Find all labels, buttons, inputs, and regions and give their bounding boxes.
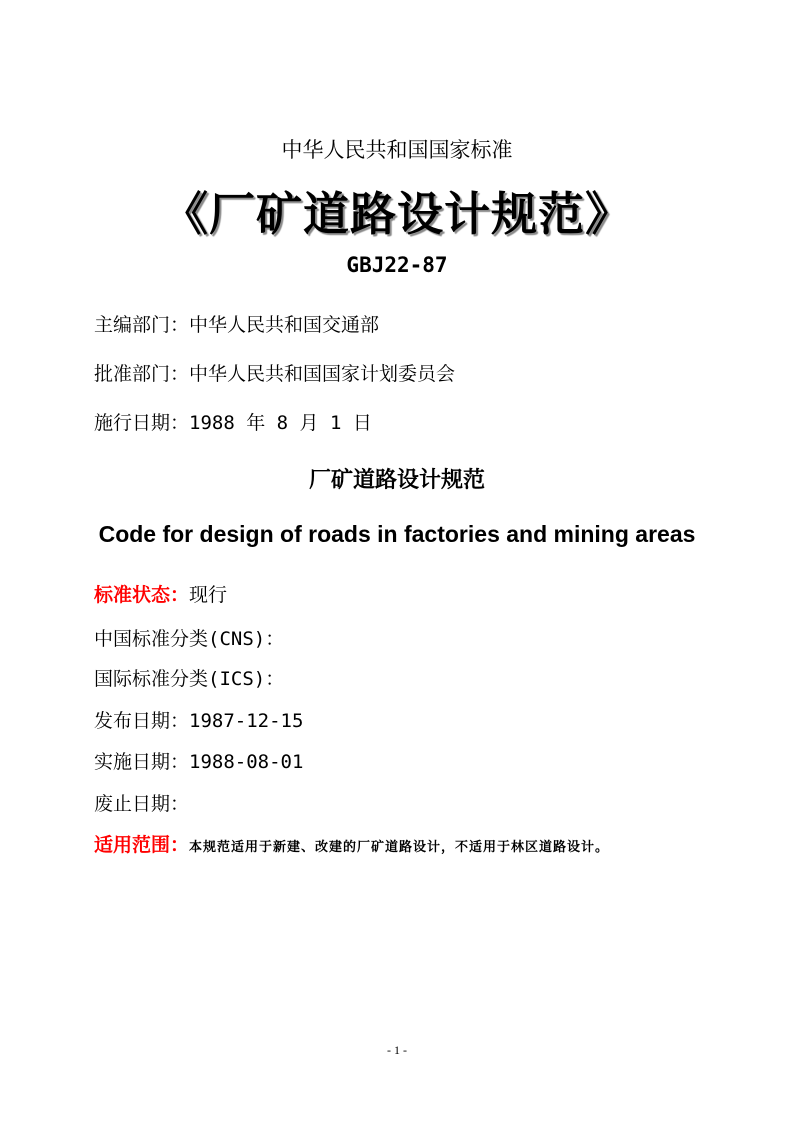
approver-value: 中华人民共和国国家计划委员会 bbox=[189, 363, 456, 385]
implement-date-value: 1988-08-01 bbox=[189, 751, 304, 773]
publish-date-value: 1987-12-15 bbox=[189, 710, 304, 732]
scope-label: 适用范围： bbox=[94, 834, 190, 856]
implement-date-label: 实施日期： bbox=[94, 751, 190, 773]
ics-line bbox=[94, 664, 284, 691]
ics-label: 国际标准分类(ICS)： bbox=[94, 668, 285, 690]
implement-date-line bbox=[94, 747, 303, 774]
document-title: 《厂矿道路设计规范》 bbox=[162, 187, 632, 241]
editor-value: 中华人民共和国交通部 bbox=[189, 314, 380, 336]
abolish-date-line bbox=[94, 789, 189, 816]
standard-code: GBJ22-87 bbox=[346, 253, 448, 277]
publish-date-line bbox=[94, 706, 303, 733]
status-value: 现行 bbox=[189, 584, 228, 606]
status-label: 标准状态： bbox=[94, 584, 190, 606]
abolish-date-label: 废止日期： bbox=[94, 793, 190, 815]
cns-line bbox=[94, 624, 284, 651]
scope-value: 本规范适用于新建、改建的厂矿道路设计，不适用于林区道路设计。 bbox=[189, 840, 610, 855]
scope-line bbox=[94, 830, 609, 857]
effective-date-label: 施行日期： bbox=[94, 412, 190, 434]
effective-date-value: 1988 年 8 月 1 日 bbox=[189, 412, 372, 434]
cns-label: 中国标准分类(CNS)： bbox=[94, 628, 285, 650]
national-standard-heading: 中华人民共和国国家标准 bbox=[281, 138, 513, 162]
publish-date-label: 发布日期： bbox=[94, 710, 190, 732]
effective-date-line bbox=[94, 408, 372, 435]
approver-label: 批准部门： bbox=[94, 363, 190, 385]
section-title-en: Code for design of roads in factories and mining areas bbox=[98, 521, 696, 547]
status-line bbox=[94, 580, 227, 607]
editor-label: 主编部门： bbox=[94, 314, 190, 336]
editor-line bbox=[94, 310, 379, 337]
approver-line bbox=[94, 359, 455, 386]
section-title-cn: 厂矿道路设计规范 bbox=[308, 468, 485, 493]
page-number: - 1 - bbox=[387, 1043, 407, 1057]
